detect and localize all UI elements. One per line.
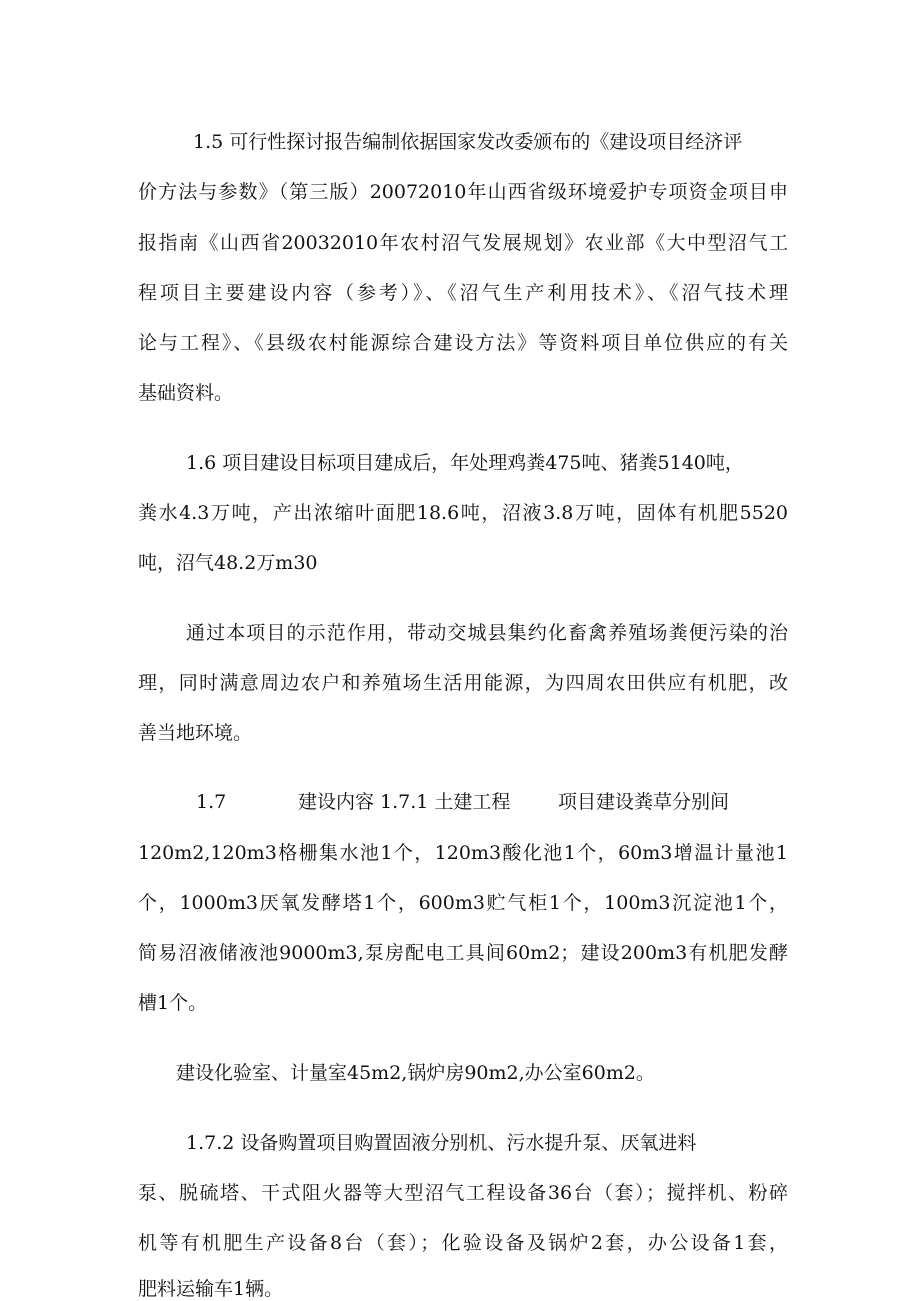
p17-description: 项目建设粪草分别间 [558, 791, 730, 813]
p15-line-2: 价方法与参数》（第三版）20072010年山西省级环境爱护专项资金项目申 [138, 181, 788, 203]
p-lab-line: 建设化验室、计量室45m2,锅炉房90m2,办公室60m2。 [176, 1062, 655, 1084]
p15-line-5: 论与工程》、《县级农村能源综合建设方法》等资料项目单位供应的有关 [138, 332, 788, 354]
p172-line-2: 泵、脱硫塔、干式阻火器等大型沼气工程设备36台（套）；搅拌机、粉碎 [138, 1182, 788, 1204]
p17-line-4: 槽1个。 [138, 992, 208, 1014]
p-demo-line-3: 善当地环境。 [138, 722, 253, 744]
p17-line-3: 简易沼液储液池9000m3,泵房配电工具间60m2；建设200m3有机肥发酵 [138, 942, 788, 964]
p15-line-3: 报指南《山西省20032010年农村沼气发展规划》农业部《大中型沼气工 [138, 232, 788, 254]
p172-line-4: 肥料运输车1辆。 [138, 1278, 284, 1300]
p17-line-2: 个，1000m3厌氧发酵塔1个，600m3贮气柜1个，100m3沉淀池1个， [138, 892, 788, 914]
p17-line-1: 120m2,120m3格栅集水池1个，120m3酸化池1个，60m3增温计量池1 [138, 842, 788, 864]
p172-line-3: 机等有机肥生产设备8台（套）；化验设备及锅炉2套，办公设备1套， [138, 1232, 788, 1254]
p17-heading [0, 787, 920, 817]
p15-line-4: 程项目主要建设内容（参考）》、《沼气生产利用技术》、《沼气技术理 [138, 282, 788, 304]
p17-title: 建设内容 1.7.1 土建工程 [298, 791, 511, 813]
p15-line-6: 基础资料。 [138, 382, 234, 404]
p-demo-line-2: 理，同时满意周边农户和养殖场生活用能源，为四周农田供应有机肥，改 [138, 672, 788, 694]
p-demo-line-1: 通过本项目的示范作用，带动交城县集约化畜禽养殖场粪便污染的治 [186, 622, 788, 644]
p17-number: 1.7 [196, 791, 227, 813]
p15-line-1: 1.5 可行性探讨报告编制依据国家发改委颁布的《建设项目经济评 [193, 131, 743, 153]
p172-line-1: 1.7.2 设备购置项目购置固液分别机、污水提升泵、厌氧进料 [186, 1132, 697, 1154]
p16-line-2: 粪水4.3万吨，产出浓缩叶面肥18.6吨，沼液3.8万吨，固体有机肥5520 [138, 502, 788, 524]
p16-line-3: 吨，沼气48.2万m30 [138, 552, 318, 574]
p16-line-1: 1.6 项目建设目标项目建成后，年处理鸡粪475吨、猪粪5140吨， [186, 452, 744, 474]
